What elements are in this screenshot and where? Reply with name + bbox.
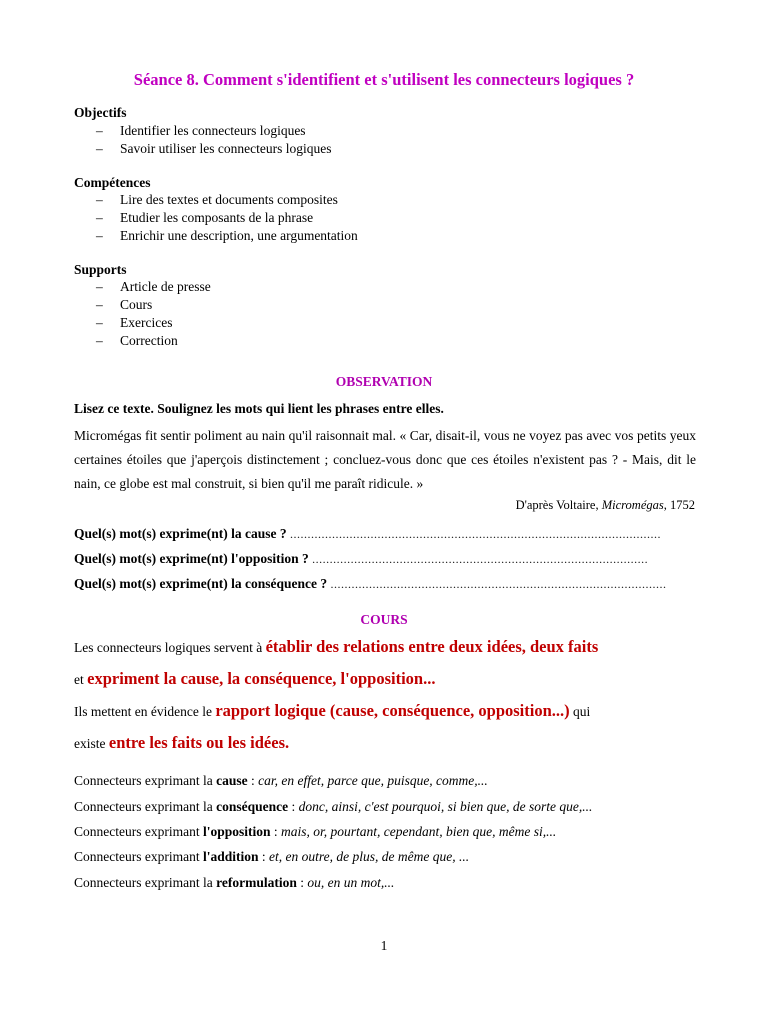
list-item-text: Enrichir une description, une argumentation [120,228,358,243]
dash-marker: – [96,123,103,138]
question-label: Quel(s) mot(s) exprime(nt) l'opposition ? [74,551,309,566]
connecteur-type: conséquence [216,799,289,814]
list-item [96,122,331,140]
cours-highlight: rapport logique (cause, conséquence, opposition...) [215,701,570,720]
list-item [96,191,358,209]
separator: : [258,849,270,864]
dash-marker: – [96,279,103,294]
list-item-text: Article de presse [120,279,211,294]
question-cause [74,526,696,542]
list-item-text: Lire des textes et documents composites [120,192,338,207]
question-label: Quel(s) mot(s) exprime(nt) la conséquence ? [74,576,328,591]
observation-instruction: Lisez ce texte. Soulignez les mots qui lient les phrases entre elles. [74,401,444,416]
connecteur-line-opposition [74,824,556,840]
page-title: Séance 8. Comment s'identifient et s'utilisent les connecteurs logiques ? [133,70,635,89]
cours-heading: COURS [360,612,408,627]
objectifs-heading: Objectifs [74,105,127,120]
question-consequence [74,576,696,592]
observation-text: Micromégas fit sentir poliment au nain qu'il raisonnait mal. « Car, disait-il, vous ne voyez pas avec vos petits yeux certaines étoiles que j'aperçois distinctement ; concluez-vous donc que ces étoiles n'existent pas ? - Mais, dit le nain, ce globe est mal construit, si bien qu'il me paraît ridicule. » [74,428,696,491]
cours-highlight: établir des relations entre deux idées, deux faits [265,637,599,656]
supports-list [96,278,211,350]
page-number: 1 [380,938,388,953]
supports-heading: Supports [74,262,127,277]
cours-line-1 [74,637,714,657]
separator: : [270,824,282,839]
cours-highlight: entre les faits ou les idées. [108,733,290,752]
connecteur-list: car, en effet, parce que, puisque, comme,... [258,773,488,788]
list-item [96,314,211,332]
dash-marker: – [96,141,103,156]
source-year: , 1752 [663,498,695,512]
connecteur-line-cause [74,773,488,789]
source-work-title: Micromégas [601,498,664,512]
list-item-text: Cours [120,297,153,312]
list-item [96,296,211,314]
list-item [96,227,358,245]
answer-dots: ................................................................................................ [330,577,667,591]
question-opposition [74,551,696,567]
cours-text: qui [569,704,591,719]
cours-line-2 [74,669,714,689]
separator: : [288,799,299,814]
list-item-text: Identifier les connecteurs logiques [120,123,306,138]
list-item [96,209,358,227]
connecteur-type: cause [216,773,248,788]
connecteur-list: et, en outre, de plus, de même que, ... [269,849,470,864]
observation-heading: OBSERVATION [335,374,433,389]
connecteur-list: mais, or, pourtant, cependant, bien que, même si,... [281,824,557,839]
cours-highlight: expriment la cause, la conséquence, l'opposition... [87,669,436,688]
cours-line-3 [74,701,714,721]
connecteur-line-addition [74,849,469,865]
list-item [96,332,211,350]
connecteur-prefix: Connecteurs exprimant [74,824,203,839]
dash-marker: – [96,192,103,207]
list-item-text: Exercices [120,315,173,330]
competences-heading: Compétences [74,175,151,190]
list-item [96,140,331,158]
list-item-text: Etudier les composants de la phrase [120,210,314,225]
connecteur-list: ou, en un mot,... [307,875,395,890]
list-item-text: Correction [120,333,178,348]
question-label: Quel(s) mot(s) exprime(nt) la cause ? [74,526,287,541]
source-prefix: D'après Voltaire, [515,498,602,512]
connecteur-prefix: Connecteurs exprimant [74,849,203,864]
connecteur-line-reformulation [74,875,394,891]
connecteur-prefix: Connecteurs exprimant la [74,875,217,890]
list-item [96,278,211,296]
connecteur-prefix: Connecteurs exprimant la [74,773,217,788]
competences-list [96,191,358,245]
cours-text: Ils mettent en évidence le [74,704,216,719]
connecteur-type: l'opposition [202,824,271,839]
list-item-text: Savoir utiliser les connecteurs logiques [120,141,332,156]
separator: : [247,773,259,788]
dash-marker: – [96,333,103,348]
dash-marker: – [96,315,103,330]
dash-marker: – [96,228,103,243]
cours-text: Les connecteurs logiques servent à [74,640,266,655]
objectifs-list [96,122,331,158]
dash-marker: – [96,210,103,225]
connecteur-list: donc, ainsi, c'est pourquoi, si bien que, de sorte que,... [298,799,593,814]
answer-dots: .......................................................................................................... [289,527,661,541]
connecteur-type: l'addition [202,849,259,864]
source-citation [516,498,695,513]
dash-marker: – [96,297,103,312]
separator: : [296,875,308,890]
connecteur-line-consequence [74,799,592,815]
cours-line-4 [74,733,714,753]
cours-text: et [74,672,88,687]
connecteur-type: reformulation [216,875,297,890]
connecteur-prefix: Connecteurs exprimant la [74,799,217,814]
cours-text: existe [74,736,109,751]
answer-dots: ................................................................................................ [312,552,649,566]
